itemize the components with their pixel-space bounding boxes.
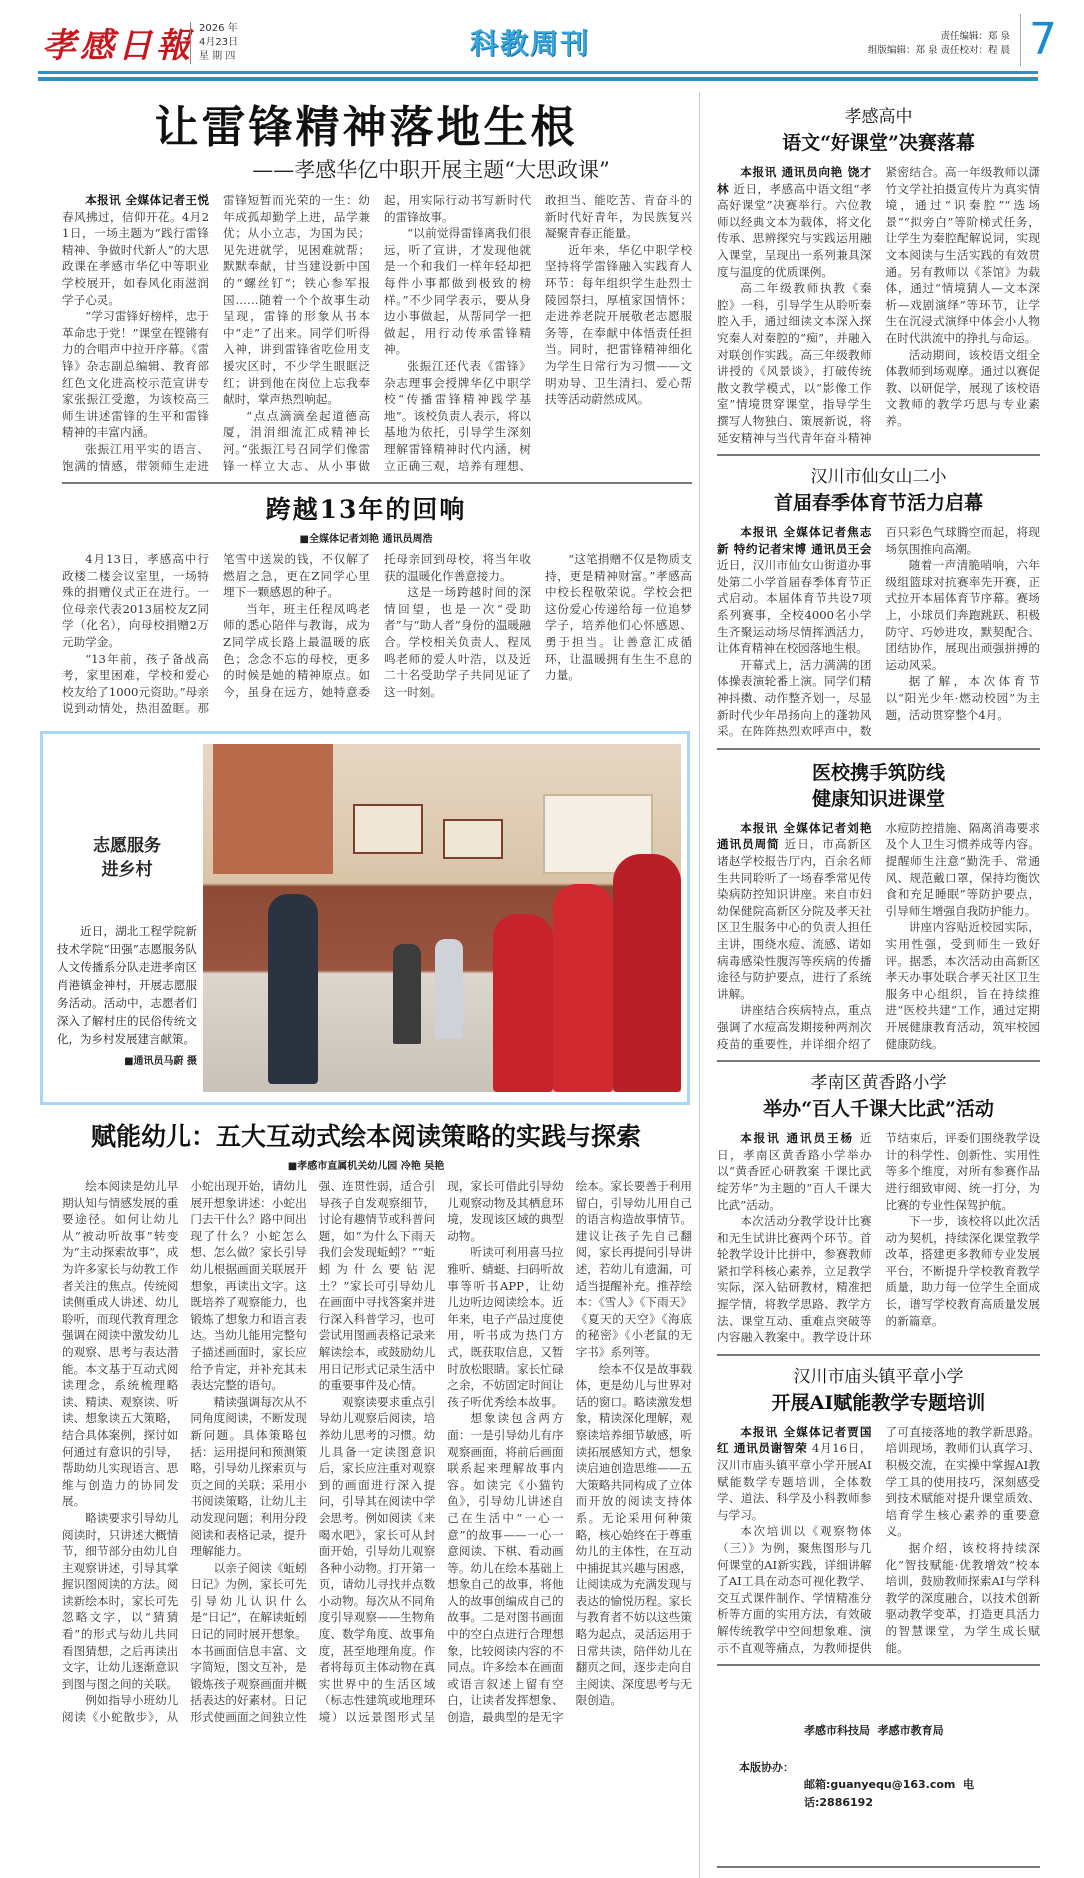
person [393,944,421,1044]
footer [717,1676,1040,1858]
paragraph [447,1244,563,1410]
responsible-editor: 责任编辑：郑 泉 [940,31,1010,42]
headline-miaotou: 开展AI赋能教学专题培训 [771,1391,986,1414]
paragraph [886,557,1041,673]
right-column [707,92,1040,1878]
issue-date [190,22,238,64]
volunteer [613,854,681,1092]
paragraph-text: 4月13日，孝感高中行政楼二楼会议室里，一场特殊的捐赠仪式正在进行。一位母亲代表2013届校友Z同学（化名），向母校捐赠2万元助学金。 [62,552,209,650]
paragraph-text: 近日，孝感高中语文组“孝高好课堂”决赛举行。六位教师以经典文本为载体，将文化传承、思辨探究与实践运用融入课堂，呈现出一系列兼具深度与温度的优质课例。 [717,181,872,279]
subheadline-leifeng: ——孝感华亿中职开展主题“大思政课” [252,158,610,182]
paragraph [717,164,872,280]
paragraph-text: 这是一场跨越时间的深情回望，也是一次“受助者”与“助人者”身份的温暖融合。学校相关负责人、程凤鸣老师的爱人叶浩，以及近二十名受助学子共同见证了这一时刻。 [384,585,531,699]
headline-xnsh: 首届春季体育节活力启幕 [773,492,983,515]
paragraph-text: 张振江用平实的语言、饱满的情感，带领师生走进雷锋短暂而光荣的一生：幼年成孤却勤学上进，品学兼优；从小立志，为国为民；见先进就学，见困难就帮；默默奉献，甘当建设新中国的“螺丝钉”；铁心参军报国……随着一个个故事生动呈现，雷锋的形象从书本中“走”了出来。同学们听得入神，讲到雷锋省吃俭用支援灾区时，不少学生眼眶泛红；讲到他在岗位上忘我奉献时，掌声热烈响起。 [62,193,370,473]
exhibit-frame [443,819,503,859]
paragraph [717,820,872,1003]
paragraph-text: 近日，汉川市仙女山街道办事处第二小学首届春季体育节正式启动。本届体育节共设7项系列赛事，全校4000名小学生齐聚运动场尽情挥洒活力，让体育精神在校园落地生根。 [717,558,872,656]
exhibit-frame [353,804,423,854]
paragraph-text: 近年来，华亿中职学校坚持将学雷锋融入实践育人环节：每年组织学生赴烈士陵园祭扫，厚植家国情怀；走进养老院开展敬老志愿服务等，在奉献中体悟责任担当。同时，把雷锋精神细化为学生日常行为习惯——文明劝导、卫生清扫、爱心帮扶等活动蔚然成风。 [545,242,692,407]
dateline: 本报讯 通讯员向艳 饶才林 [717,165,872,196]
divider [717,1060,1040,1062]
kicker-xnsh: 汉川市仙女山二小 [810,467,947,488]
paragraph-text: 本次活动分教学设计比赛和无生试讲比赛两个环节。首轮教学设计比拼中，参赛教师紧扣学科核心素养，立足教学实际，深入钻研教材，精准把握学情，将教学思路、教学方法、课堂互动、重难点突破等内容融入教案中。教学设计环节结束后，评委们围绕教学设计的科学性、创新性、实用性等多个维度，对所有参赛作品进行细致审阅、统一打分，为比赛的专业性保驾护航。 [717,1131,1040,1345]
paragraph-text: 略读要求引导幼儿阅读时，只讲述大概情节，细节部分由幼儿自主观察讲述，引导其掌握识图阅读的方法。阅读新绘本时，家长可先忽略文字，以“猜猜看”的形式与幼儿共同看图猜想，之后再读出文字，让幼儿逐渐意识到图与图之间的关联。 [62,1510,179,1691]
headline-xggz: 语文“好课堂”决赛落幕 [782,132,975,154]
headline-huiben: 赋能幼儿：五大互动式绘本阅读策略的实践与探索 [90,1122,641,1152]
paragraph-text: 近日，孝南区黄香路小学举办以“黄香匠心研教案 千课比武绽芳华”为主题的“百人千课大比武”活动。 [717,1131,872,1212]
paragraph-text: 随着一声清脆哨响，六年级组篮球对抗赛率先开赛，正式拉开本届体育节序幕。赛场上，小球员们奔跑跳跃、积极防守、巧妙进攻，默契配合、团结协作，展现出顽强拼搏的运动风采。 [885,558,1040,672]
paragraph [384,584,531,700]
exhibit-wall [213,744,333,874]
paragraph-text: 听读可利用喜马拉雅听、蜻蜓、扫码听故事等听书APP，让幼儿边听边阅读绘本。近年来，电子产品过度使用，听书成为热门方式，既获取信息，又暂时放松眼睛。家长忙碌之余，不妨固定时间让孩子听优秀绘本故事。 [447,1245,564,1409]
photo-feature [40,731,690,1105]
paragraph-text: “点点滴滴垒起道德高厦，涓涓细流汇成精神长河。”张振江号召同学们像雷锋一样立大志、从小事做起，用实际行动书写新时代的雷锋故事。 [223,193,531,473]
photo-credit: ■通讯员马蔚 摄 [124,1056,197,1068]
editor-credits [780,30,1010,58]
paragraph-text: “这笔捐赠不仅是物质支持，更是精神财富。”孝感高中校长程敬荣说。学校会把这份爱心传递给每一位追梦学子，培养他们心怀感恩、勇于担当。让善意汇成循环，让温暖拥有生生不息的力量。 [545,552,692,683]
person [435,939,463,1039]
dateline: 本报讯 全媒体记者贾国红 通讯员谢智荣 [717,1424,872,1456]
headline-kuayue: 跨越13年的回响 [265,495,467,525]
photo-title-line1: 志愿服务 [93,836,161,857]
paragraph [886,673,1041,723]
paragraph-text: 4月16日，汉川市庙头镇平章小学开展AI赋能数学专题培训，全体数学、道法、科学及小科教师参与学习。 [717,1441,872,1522]
paragraph [62,551,209,651]
headline-yixiao-line2: 健康知识进课堂 [811,787,945,810]
paragraph-text: 绘本不仅是故事载体，更是幼儿与世界对话的窗口。略读激发想象，精读深化理解，观察读培养细节敏感，听读拓展感知方式，想象读启迪创造思维——五大策略共同构成了立体而开放的阅读支持体系。无论采用何种策略，核心始终在于尊重幼儿的主体性，在互动中捕捉其兴趣与困惑，让阅读成为充满发现与表达的愉悦历程。家长与教育者不妨以这些策略为起点，灵活运用于日常共读，陪伴幼儿在翻页之间，逐步走向自主阅读、深度思考与无限创造。 [575,1361,692,1708]
person-speaker [268,894,318,1084]
paragraph-text: “学习雷锋好榜样，忠于革命忠于党！”课堂在铿锵有力的合唱声中拉开序幕。《雷锋》杂志副总编辑、教育部红色文化进高校示范宣讲专家张振江受邀，为该校高三师生讲述雷锋的生平和雷锋精神的丰富内涵。 [62,309,209,440]
co-organizers: 孝感市科技局 孝感市教育局 [804,1724,944,1738]
paragraph [886,1540,1041,1656]
issue-year: 2026 年 [199,23,238,34]
left-column [40,92,692,1726]
paragraph [62,308,209,441]
volunteer [553,884,613,1092]
page-number: 7 [1020,14,1057,66]
article-body-leifeng [62,192,692,474]
layout-editor: 组版编辑：郑 泉 责任校对：程 晨 [867,45,1010,56]
article-body-kuayue [62,551,692,717]
kicker-miaotou: 汉川市庙头镇平章小学 [793,1366,964,1387]
divider [717,1866,1040,1868]
volunteer [493,914,553,1092]
paragraph [62,192,209,308]
article-body-xiaonan [717,1130,1040,1346]
paragraph [886,347,1041,430]
article-body-miaotou [717,1424,1040,1656]
kicker-xiaonan: 孝南区黄香路小学 [810,1073,947,1094]
paragraph-text: 春风拂过，信仰开花。4月21日，一场主题为“践行雷锋精神、争做时代新人”的大思政课在孝感市华亿中等职业学校展开，如春风化雨滋润学子心灵。 [62,209,209,307]
byline-huiben: ■孝感市直属机关幼儿园 冷艳 吴艳 [287,1161,445,1173]
issue-day: 4月23日 [199,37,239,48]
section-title: 科教周刊 [470,27,591,60]
header-rule [38,71,1038,74]
headline-yixiao-line1: 医校携手筑防线 [811,761,945,784]
article-body-xggz [717,164,1040,446]
paragraph [545,242,692,408]
paragraph-text: 活动期间，该校语文组全体教师到场观摩。通过以赛促教、以研促学，展现了该校语文教师的教学巧思与专业素养。 [885,347,1040,428]
page-content [40,92,1040,1878]
divider [717,1354,1040,1356]
dateline: 本报讯 全媒体记者焦志新 特约记者宋博 通讯员王会 [717,525,872,556]
paragraph [576,1361,692,1709]
newspaper-logo: 孝感日報 [42,26,194,66]
kicker-xggz: 孝感高中 [844,107,913,127]
paragraph [62,1510,178,1693]
column-divider [699,92,700,1878]
headline-xiaonan: 举办“百人千课大比武”活动 [763,1098,994,1121]
paragraph-text: 例如指导小班幼儿阅读《小蛇散步》，从小蛇出现开始，请幼儿展开想象讲述：小蛇出门去干什么？路中间出现了什么？小蛇怎么想、怎么做？家长引导幼儿根据画面关联展开想象，再读出文字。这既培养了观察能力，也锻炼了想象力和语言表达。当幼儿能用完整句子描述画面时，家长应给予肯定，并补充其未表达完整的语句。 [62,1179,307,1725]
paragraph [62,1178,178,1510]
paragraph-text: 高二年级教师执教《秦腔》一科，引导学生从聆听秦腔入手，通过细读文本深入探究秦人对秦腔的“痴”，并融入对联创作实践。高三年级教师讲授的《风景谈》，打破传统散文教学模式，以“影像工作室”情境贯穿课堂，指导学生撰写人物独白、策展新说，将延安精神与当代青年奋斗精神紧密结合。高一年级教师以潇竹文学社拍摄宣传片为真实情境，通过“识秦腔”“选场景”“拟旁白”等阶梯式任务，让学生为秦腔配解说词，实现文本阅读与生活实践的有效贯通。另有教师以《茶馆》为载体，通过“情境猜人—文本深析—戏剧演绎”等环节，让学生在沉浸式演绎中体会小人物在时代洪流中的挣扎与命运。 [717,165,1040,445]
photo-volunteers-exhibition [203,744,681,1092]
paragraph-text: “以前觉得雷锋离我们很远，听了宣讲，才发现他就是一个和我们一样年轻却把每件小事都做到极致的榜样。”不少同学表示，要从身边小事做起，从帮同学一把做起，用行动传承雷锋精神。 [384,226,531,357]
paragraph-text: 张振江还代表《雷锋》杂志理事会授牌华亿中职学校“传播雷锋精神践学基地”。该校负责人表示，将以基地为依托，引导学生深刻理解雷锋精神时代内涵，树立正确三观，培养有理想、敢担当、能吃苦、肯奋斗的新时代好青年，为民族复兴凝聚青春正能量。 [384,193,692,473]
divider [717,748,1040,750]
dateline: 本报讯 全媒体记者王悦 [85,193,209,207]
article-body-xnsh [717,524,1040,740]
paragraph-text: 讲座结合疾病特点，重点强调了水痘高发期接种两剂次疫苗的重要性，并详细介绍了水痘防控措施、隔离消毒要求及个人卫生习惯养成等内容。提醒师生注意“勤洗手、常通风、规范戴口罩，保持均衡饮食和充足睡眠”等防护要点，引导师生增强自我防护能力。 [717,820,1040,1051]
issue-weekday: 星 期 四 [199,51,236,62]
paragraph-text: 当年，班主任程凤鸣老师的悉心陪伴与教诲，成为Z同学成长路上最温暖的底色；念念不忘的母校，更多的时候是她的精神原点。如今，虽身在远方，她特意委托母亲回到母校，将当年收获的温暖化作善意接力。 [223,552,531,699]
paragraph [886,919,1041,1052]
divider [717,454,1040,456]
paragraph [190,1394,306,1560]
divider [62,482,692,484]
dateline: 本报讯 全媒体记者刘艳 通讯员周简 [717,820,872,852]
paragraph-text: 观察读要求重点引导幼儿观察后阅读，培养幼儿思考的习惯。幼儿具备一定读图意识后，家长应注重对观察到的画面进行深入提问，引导其在阅读中学会思考。例如阅读《来喝水吧》，家长可从封面开始，引导幼儿观察各种小动物。打开第一页，请幼儿寻找并点数小动物。每次从不同角度引导观察——生物角度、数学角度、故事角度，甚至地理角度。作者将每页主体动物在真实世界中的生活区域（标志性建筑或地理环境）以远景图形式呈现，家长可借此引导幼儿观察动物及其栖息环境，发现该区域的典型动物。 [318,1179,564,1725]
byline-kuayue: ■全媒体记者刘艳 通讯员周浩 [299,534,433,546]
article-body-huiben [62,1178,692,1726]
headline-leifeng: 让雷锋精神落地生根 [154,102,578,153]
paragraph-text: 讲座内容贴近校园实际，实用性强，受到师生一致好评。据悉，本次活动由高新区孝天办事处联合孝天社区卫生服务中心组织，旨在持续推进“医校共建”工作，通过定期开展健康教育活动，筑牢校园健康防线。 [885,920,1040,1051]
paragraph-text: 据了解，本次体育节以“阳光少年·燃动校园”为主题，活动贯穿整个4月。 [885,674,1040,722]
paragraph-text: 开幕式上，活力满满的团体操表演轮番上演。同学们精神抖擞、动作整齐划一，尽显新时代少年昂扬向上的蓬勃风采。在阵阵热烈欢呼声中，数百只彩色气球腾空而起，将现场氛围推向高潮。 [717,525,1040,739]
paragraph [717,1424,872,1524]
paragraph-text: 下一步，该校将以此次活动为契机，持续深化课堂教学改革，搭建更多教师专业发展平台，不断提升学校教育教学质量，助力每一位学生全面成长，谱写学校教育高质量发展的新篇章。 [885,1214,1040,1328]
paragraph [384,225,531,358]
paragraph [717,524,872,657]
paragraph [545,551,692,684]
contact-info: 邮箱:guanyequ@163.com 电话:2886192 [804,1778,975,1810]
paragraph-text: 据介绍，该校将持续深化“智技赋能·优教增效”校本培训，鼓励教师探索AI与学科教学的深度融合，以技术创新驱动教学变革，打造更具活力的智慧课堂，为学生成长赋能。 [885,1541,1040,1655]
header-rule [38,77,1038,81]
dateline: 本报讯 通讯员王杨 [740,1131,860,1146]
photo-title-line2: 进乡村 [101,860,153,881]
paragraph-text: 本次培训以《观察物体（三）》为例，聚焦图形与几何课堂的AI新实践，详细讲解了AI工具在动态可视化教学、交互式课件制作、学情精准分析等方面的实用方法，有效破解传统教学中空间想象难、演示不直观等痛点，为教师提供了可直接落地的教学新思路。培训现场，教师们认真学习、积极交流，在实操中掌握AI教学工具的使用技巧，深刻感受到技术赋能对提升课堂质效、培育学生核心素养的重要意义。 [717,1424,1040,1655]
divider [717,1664,1040,1666]
paragraph-text: 想象读包含两方面：一是引导幼儿有序观察画面，将前后画面联系起来理解故事内容。如读完《小猫钓鱼》，引导幼儿讲述自己在生活中“一心一意”的故事——一心一意阅读、下棋、看动画等。幼儿在绘本基础上想象自己的故事，将他人的故事创编成自己的故事。二是对图书画面中的空白点进行合理想象，比较阅读内容的不同点。许多绘本在画面或语言叙述上留有空白，让读者发挥想象、创造，最典型的是无字绘本。家长要善于利用留白，引导幼儿用自己的语言构造故事情节。建议让孩子先自己翻阅，家长再提问引导讲述，若幼儿有遗漏，可适当提醒补充。推荐绘本：《雪人》《下雨天》《夏天的天空》《海底的秘密》《小老鼠的无字书》系列等。 [447,1179,692,1725]
paragraph-text: 精读强调每次从不同角度阅读，不断发现新问题。具体策略包括：运用提问和预测策略，引导幼儿探索页与页之间的关联；采用小书阅读策略，让幼儿主动发现问题；利用分段阅读和表格记录，提升理解能力。 [190,1394,307,1559]
paragraph-text: 以亲子阅读《蚯蚓日记》为例，家长可先引导幼儿认识什么是“日记”，在解读蚯蚓日记的同时展开想象。本书画面信息丰富、文字简短，图文互补，是锻炼孩子观察画面并概括表达的好素材。日记形式使画面之间独立性强、连贯性弱，适合引导孩子自发观察细节，讨论有趣情节或科普问题，如“为什么下雨天我们会发现蚯蚓？”“蚯蚓为什么要钻泥土？”家长可引导幼儿在画面中寻找答案并进行深入科普学习，也可尝试用图画表格记录来解读绘本，或鼓励幼儿用日记形式记录生活中的重要事件及心情。 [190,1179,436,1725]
co-organizer-label: 本版协办： [739,1761,794,1775]
paragraph-text: “13年前，孩子备战高考，家里困难，学校和爱心校友给了1000元资助。”母亲说到动情处，热泪盈眶。那笔雪中送炭的钱，不仅解了燃眉之急，更在Z同学心里埋下一颗感恩的种子。 [62,552,370,716]
photo-caption: 近日，湖北工程学院新技术学院“田强”志愿服务队人文传播系分队走进孝南区肖港镇金神村，开展志愿服务活动。活动中，志愿者们深入了解村庄的民俗传统文化，为乡村发展建言献策。 [57,924,197,1047]
photo-text [53,744,203,1092]
paragraph-text: 绘本阅读是幼儿早期认知与情感发展的重要途径。如何让幼儿从“被动听故事”转变为“主动探索故事”，成为许多家长与幼教工作者关注的焦点。传统阅读侧重成人讲述、幼儿聆听，而现代教育理念强调在阅读中激发幼儿的观察、思考与表达潜能。本文基于互动式阅读理念，系统梳理略读、精读、观察读、听读、想象读五大策略，结合具体案例，探讨如何通过有意识的引导，帮助幼儿实现语言、思维与创造力的协同发展。 [62,1179,179,1509]
paragraph [886,1213,1041,1329]
paragraph-text: 近日，市高新区诸赵学校报告厅内，百余名师生共同聆听了一场春季常见传染病防控知识讲座。来自市妇幼保健院高新区分院及孝天社区卫生服务中心的负责人担任主讲，围绕水痘、流感、诺如病毒感染性腹泻等疾病的传播途径与防护要点，进行了系统讲解。 [717,837,872,1001]
article-body-yixiao [717,820,1040,1052]
paragraph [717,1130,872,1213]
